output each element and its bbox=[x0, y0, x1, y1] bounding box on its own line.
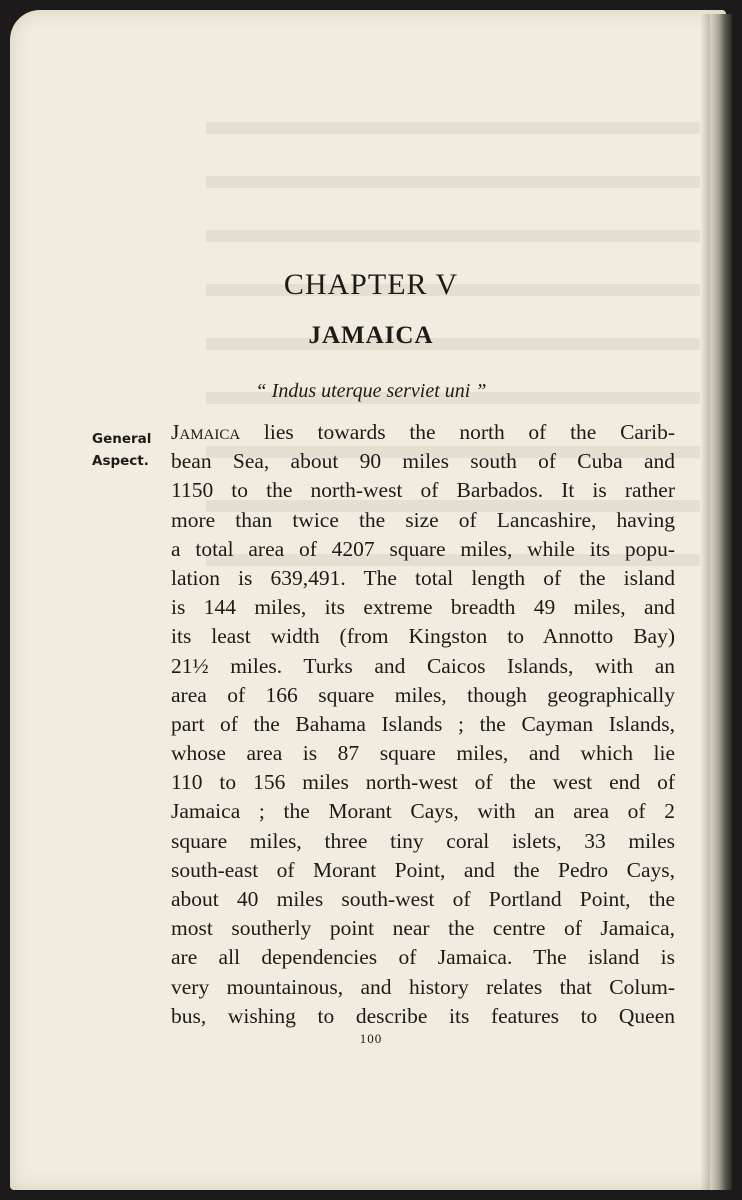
body-line: a total area of 4207 square miles, while its popu- bbox=[171, 536, 675, 561]
body-line: 1150 to the north-west of Barbados. It is rather bbox=[171, 478, 675, 503]
body-line: area of 166 square miles, though geographically bbox=[171, 682, 675, 707]
body-line: about 40 miles south-west of Portland Point, the bbox=[171, 887, 675, 911]
body-line: lation is 639,491. The total length of the island bbox=[171, 565, 675, 590]
body-line: square miles, three tiny coral islets, 33 miles bbox=[171, 828, 675, 853]
body-line: bus, wishing to describe its features to Queen bbox=[171, 1003, 675, 1028]
body-line: 21½ miles. Turks and Caicos Islands, with an bbox=[171, 653, 675, 678]
body-line: south-east of Morant Point, and the Pedro Cays, bbox=[171, 857, 675, 882]
body-line: whose area is 87 square miles, and which lie bbox=[171, 741, 675, 766]
body-text bbox=[171, 418, 675, 1031]
lead-word: Jamaica bbox=[171, 420, 241, 444]
epigraph: “ Indus uterque serviet uni ” bbox=[255, 380, 487, 402]
body-line: Jamaica ; the Morant Cays, with an area of 2 bbox=[171, 799, 675, 824]
body-line: most southerly point near the centre of Jamaica, bbox=[171, 916, 675, 941]
body-line: part of the Bahama Islands ; the Cayman Islands, bbox=[171, 711, 675, 736]
body-line: 110 to 156 miles north-west of the west end of bbox=[171, 770, 675, 795]
body-line: is 144 miles, its extreme breadth 49 miles, and bbox=[171, 595, 675, 620]
body-line: its least width (from Kingston to Annotto Bay) bbox=[171, 624, 675, 649]
margin-sidenote bbox=[92, 428, 151, 472]
body-line: more than twice the size of Lancashire, having bbox=[171, 507, 675, 532]
body-line: are all dependencies of Jamaica. The island is bbox=[171, 945, 675, 970]
chapter-heading: CHAPTER V bbox=[283, 268, 459, 301]
body-line: Jamaica lies towards the north of the Carib- bbox=[171, 420, 675, 444]
book-spine-edge bbox=[710, 14, 732, 1190]
body-line: very mountainous, and history relates that Colum- bbox=[171, 974, 675, 999]
sidenote-line-2: Aspect. bbox=[92, 453, 149, 469]
page-number: 100 bbox=[359, 1031, 383, 1046]
sidenote-line-1: General bbox=[92, 431, 152, 447]
body-line: bean Sea, about 90 miles south of Cuba and bbox=[171, 449, 675, 474]
chapter-title: JAMAICA bbox=[308, 322, 434, 349]
